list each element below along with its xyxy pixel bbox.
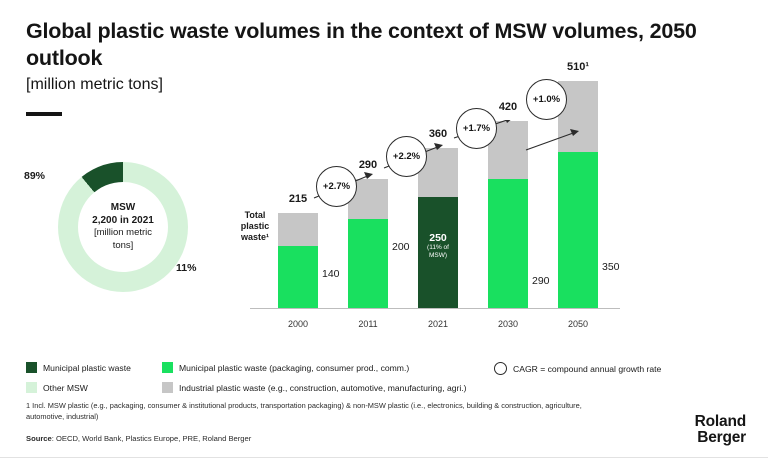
bar-2000-municipal-value: 140 <box>322 268 340 280</box>
donut-center-unit-1: [million metric <box>93 227 153 238</box>
legend-swatch-dark <box>26 362 37 373</box>
bar-2021-value-note: (11% of MSW) <box>427 244 449 259</box>
bar-2000-total-label: 215 <box>288 193 308 205</box>
legend-row-2 <box>26 382 742 398</box>
bar-2021-value-number: 250 <box>429 232 447 244</box>
legend-label-municipal-dark: Municipal plastic waste <box>43 362 131 373</box>
donut-center-label <box>79 202 167 252</box>
legend-row-1 <box>26 362 742 378</box>
title-divider <box>26 112 62 116</box>
source-line <box>26 434 251 443</box>
cagr-2021-2030: +1.7% <box>456 108 497 149</box>
legend-swatch-grey <box>162 382 173 393</box>
source-label: Source <box>26 434 52 443</box>
bar-2011-total-label: 290 <box>358 159 378 171</box>
cagr-2000-2011: +2.7% <box>316 166 357 207</box>
legend-label-cagr: CAGR = compound annual growth rate <box>513 363 662 374</box>
cagr-2011-2021: +2.2% <box>386 136 427 177</box>
donut-center-unit-2: tons] <box>112 239 134 251</box>
total-plastic-waste-label: Total plastic waste¹ <box>240 210 270 242</box>
bar-2030-total-label: 420 <box>498 101 518 113</box>
legend-item-cagr <box>494 362 661 375</box>
legend-item-industrial <box>162 382 467 393</box>
growth-arrows <box>250 120 620 335</box>
legend-item-municipal-dark <box>26 362 131 373</box>
legend <box>26 362 742 398</box>
brand-line-2: Berger <box>697 429 746 446</box>
page-title: Global plastic waste volumes in the context of MSW volumes, 2050 outlook <box>26 19 697 70</box>
msw-donut-chart <box>24 162 211 322</box>
legend-label-industrial: Industrial plastic waste (e.g., construction, automotive, manufacturing, agri.) <box>179 382 467 393</box>
source-value: OECD, World Bank, Plastics Europe, PRE, Roland Berger <box>55 434 252 443</box>
footnote: 1 Incl. MSW plastic (e.g., packaging, consumer & institutional products, transportation packaging) & non-MSW plastic (i.e., electronics, building & construction, agriculture, automotive, industrial) <box>26 401 582 421</box>
footer-divider <box>0 457 768 458</box>
legend-swatch-green <box>162 362 173 373</box>
bar-2050-municipal-value: 350 <box>602 261 620 273</box>
legend-label-other-msw: Other MSW <box>43 382 88 393</box>
x-tick-2000: 2000 <box>287 319 309 329</box>
x-tick-2021: 2021 <box>427 319 449 329</box>
legend-swatch-light <box>26 382 37 393</box>
donut-center-title: MSW <box>110 202 136 213</box>
donut-ring <box>58 162 188 292</box>
x-tick-2030: 2030 <box>497 319 519 329</box>
legend-item-municipal-green <box>162 362 409 373</box>
donut-other-msw-value: 89% <box>24 170 46 182</box>
bar-2050-total-label: 510¹ <box>566 61 590 73</box>
roland-berger-logo <box>695 414 746 446</box>
bar-2030-municipal-value: 290 <box>532 275 550 287</box>
page-subtitle: [million metric tons] <box>26 76 163 93</box>
bar-2021-total-label: 360 <box>428 128 448 140</box>
bar-2011-municipal-value: 200 <box>392 241 410 253</box>
x-tick-2050: 2050 <box>567 319 589 329</box>
source-separator: : <box>51 434 56 443</box>
bar-chart <box>240 61 620 335</box>
donut-center-value: 2,200 in 2021 <box>92 214 154 226</box>
cagr-2030-2050: +1.0% <box>526 79 567 120</box>
donut-plastic-value: 11% <box>176 262 197 274</box>
legend-label-municipal-green: Municipal plastic waste (packaging, consumer prod., comm.) <box>179 362 410 373</box>
cagr-circle-icon <box>494 362 507 375</box>
brand-line-1: Roland <box>694 413 746 430</box>
legend-item-other-msw <box>26 382 88 393</box>
x-tick-2011: 2011 <box>358 319 378 329</box>
